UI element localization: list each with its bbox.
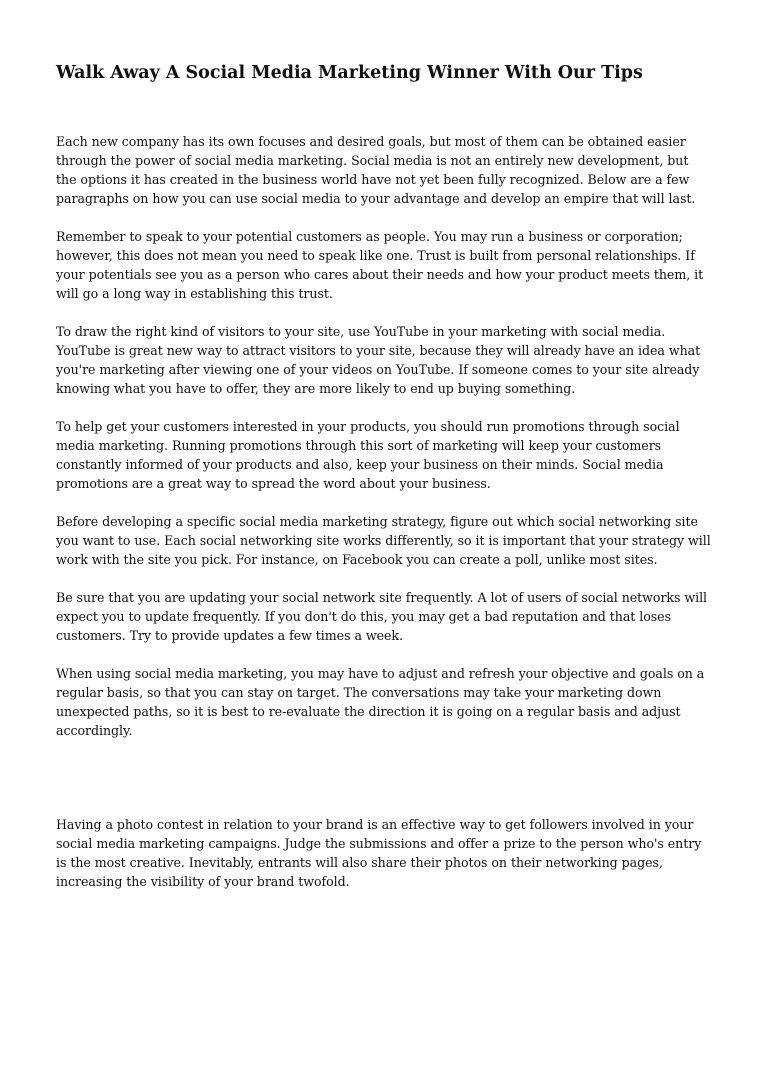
document-title: Walk Away A Social Media Marketing Winner With Our Tips bbox=[56, 63, 643, 83]
paragraph-update-frequently: Be sure that you are updating your social network site frequently. A lot of users of social networks will expect you to update frequently. If you don't do this, you may get a bad reputation and that loses customers. Try to provide updates a few times a week. bbox=[56, 590, 708, 643]
paragraph-youtube: To draw the right kind of visitors to your site, use YouTube in your marketing with social media. YouTube is great new way to attract visitors to your site, because they will already have an idea what you're marketing after viewing one of your videos on YouTube. If someone comes to your site already knowing what you have to offer, they are more likely to end up buying something. bbox=[56, 324, 701, 396]
paragraph-choose-network: Before developing a specific social media marketing strategy, figure out which social networking site you want to use. Each social networking site works differently, so it is important that your strategy will work with the site you pick. For instance, on Facebook you can create a poll, unlike most sites. bbox=[56, 514, 711, 567]
paragraph-photo-contest: Having a photo contest in relation to your brand is an effective way to get followers involved in your social media marketing campaigns. Judge the submissions and offer a prize to the person who's entry is the most creative. Inevitably, entrants will also share their photos on their networking pages, increasing the visibility of your brand twofold. bbox=[56, 817, 702, 889]
paragraph-speak-to-customers: Remember to speak to your potential customers as people. You may run a business or corporation; however, this does not mean you need to speak like one. Trust is built from personal relationships. If your potentials see you as a person who cares about their needs and how your product meets them, it will go a long way in establishing this trust. bbox=[56, 229, 704, 301]
paragraph-promotions: To help get your customers interested in your products, you should run promotions through social media marketing. Running promotions through this sort of marketing will keep your customers constantly informed of your products and also, keep your business on their minds. Social media promotions are a great way to spread the word about your business. bbox=[56, 419, 680, 491]
paragraph-intro: Each new company has its own focuses and desired goals, but most of them can be obtained easier through the power of social media marketing. Social media is not an entirely new development, but the options it has created in the business world have not yet been fully recognized. Below are a few paragraphs on how you can use social media to your advantage and develop an empire that will last. bbox=[56, 134, 696, 206]
paragraph-adjust-goals: When using social media marketing, you may have to adjust and refresh your objective and goals on a regular basis, so that you can stay on target. The conversations may take your marketing down unexpected paths, so it is best to re-evaluate the direction it is going on a regular basis and adjust accordingly. bbox=[56, 666, 705, 738]
blank-gap bbox=[56, 759, 712, 815]
